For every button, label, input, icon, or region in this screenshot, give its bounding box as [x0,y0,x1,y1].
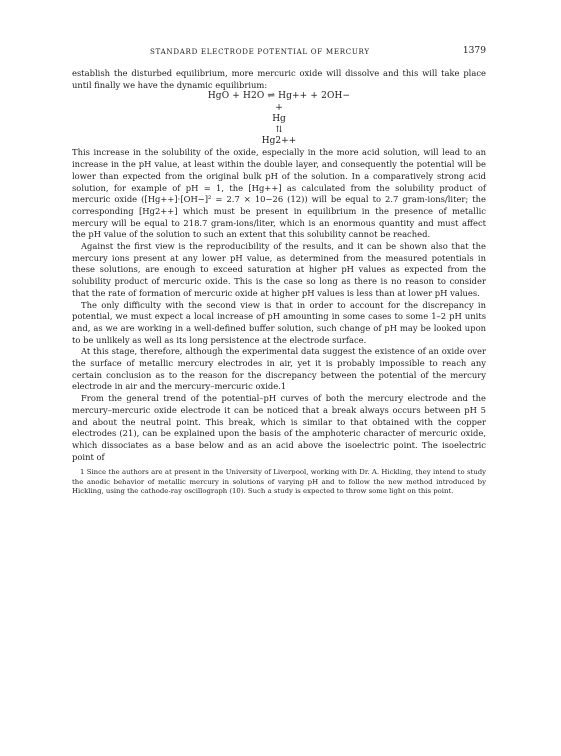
journal-page [72,46,486,726]
paragraph-2: This increase in the solubility of the oxide, especially in the more acid solution, will lead to an increase in the pH value, at least within the double layer, and consequently the potential will be lower than expected from the original bulk pH of the solution. In a comparatively strong acid solution, for example of pH = 1, the [Hg++] as calculated from the solubility product of mercuric oxide ([Hg++]·[OH−]² = 2.7 × 10−26 (12)) will be equal to 2.7 gram-ions/liter; the corresponding [Hg2++] which must be present in equilibrium in the presence of metallic mercury will be equal to 218.7 gram-ions/liter, which is an enormous quantity and must affect the pH value of the solution to such an extent that this solubility cannot be reached. [72,147,486,240]
equation-plus: + [275,102,283,113]
footnote-text: 1 Since the authors are at present in the University of Liverpool, working with Dr. A. Hickling, they intend to study the anodic behavior of metallic mercury in solutions of varying pH and to follow the new method introduced by Hickling, using the cathode-ray oscillograph (10). Such a study is expected to throw some light on this point. [72,468,486,496]
equation-hg: Hg [272,113,286,124]
equation-hg2: Hg2++ [261,136,297,147]
page-number: 1379 [462,46,486,56]
paragraph-1: establish the disturbed equilibrium, more mercuric oxide will dissolve and this will take place until finally we have the dynamic equilibrium: [72,68,486,90]
equation-arrows: ⇅ [275,125,283,136]
paragraph-6: From the general trend of the potential–pH curves of both the mercury electrode and the mercury–mercuric oxide electrode it can be noticed that a break always occurs between pH 5 and about the neutral point. This break, which is similar to that obtained with the copper electrodes (21), can be explained upon the basis of the amphoteric character of mercuric oxide, which dissociates as a base below and as an acid above the isoelectric point. The isoelectric point of [72,393,486,462]
equilibrium-equation [72,91,486,147]
running-head [72,46,486,64]
paragraph-4: The only difficulty with the second view is that in order to account for the discrepancy in potential, we must expect a local increase of pH amounting in some cases to some 1–2 pH units and, as we are working in a well-defined buffer solution, such change of pH may be looked upon to be unlikely as well as its long persistence at the electrode surface. [72,299,486,345]
equation-main-line: HgO + H2O ⇌ Hg++ + 2OH− [207,91,351,102]
paragraph-3: Against the first view is the reproducibility of the results, and it can be shown also that the mercury ions present at any lower pH value, as determined from the measured potentials in these solutions, are enough to exceed saturation at higher pH values as expected from the solubility product of mercuric oxide. This is the case so long as there is no reason to consider that the rate of formation of mercuric oxide at higher pH values is less than at lower pH values. [72,241,486,298]
running-title: STANDARD ELECTRODE POTENTIAL OF MERCURY [150,47,370,56]
footnote [72,468,486,497]
paragraph-5: At this stage, therefore, although the experimental data suggest the existence of an oxide over the surface of metallic mercury electrodes in air, yet it is probably impossible to reach any certain conclusion as to the reason for the discrepancy between the potential of the mercury electrode in air and the mercury–mercuric oxide.1 [72,346,486,392]
